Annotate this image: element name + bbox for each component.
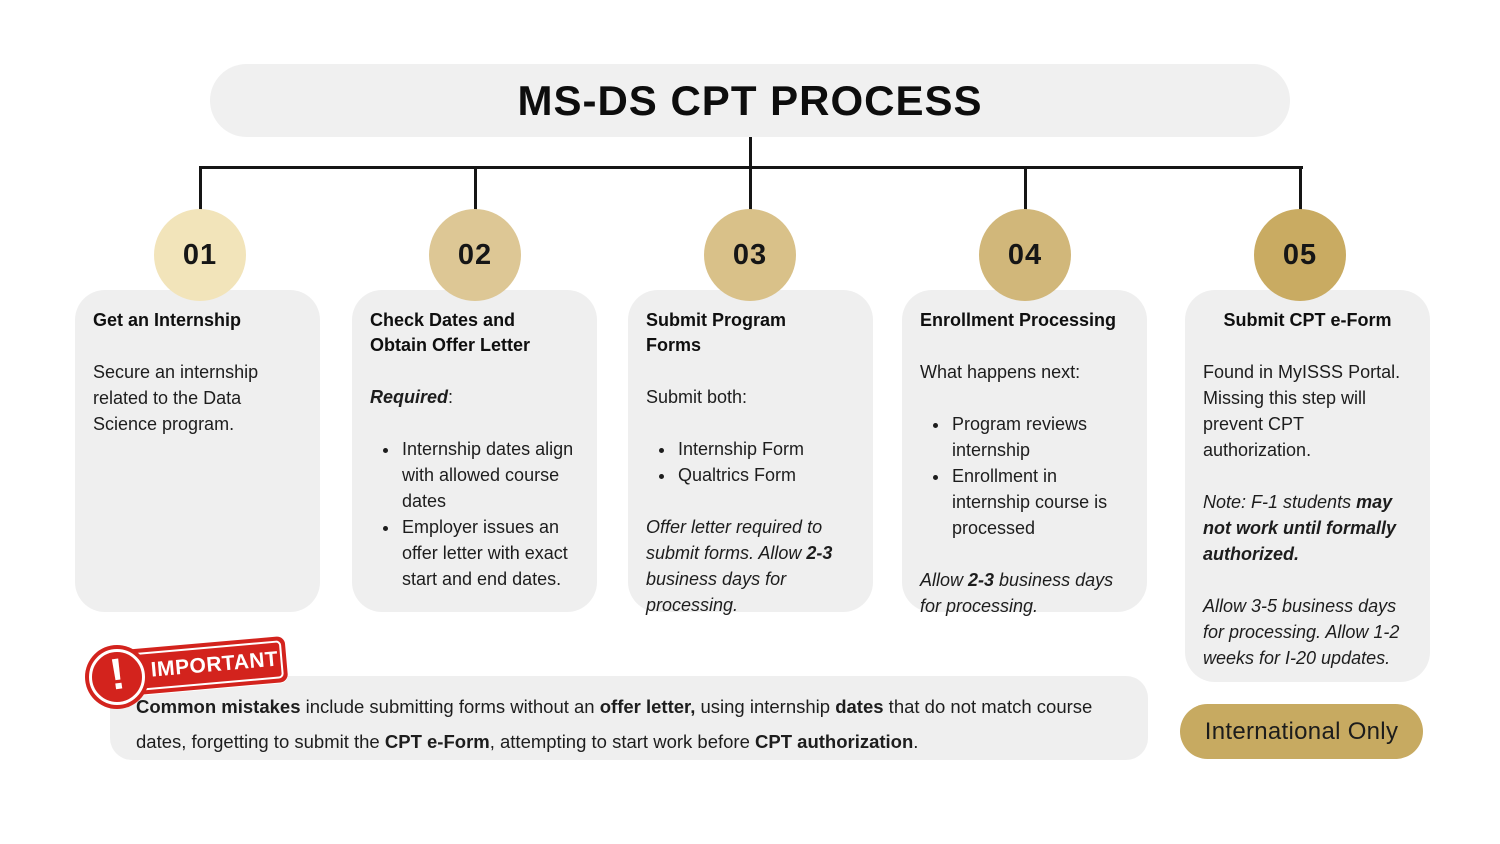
card-paragraph: [1203, 593, 1412, 671]
bullet-item: • Employer issues an offer letter with exact start and end dates.: [400, 514, 579, 592]
text-segment: CPT e-Form: [384, 731, 490, 752]
text-segment: Note: F-1 students: [1203, 492, 1357, 512]
text-segment: business days for processing.: [646, 569, 787, 615]
text-segment: .: [913, 731, 919, 752]
step-circle-05: [1254, 209, 1346, 301]
card-paragraph: [646, 384, 855, 410]
text-segment: 2-3: [968, 570, 995, 590]
card-bullet-list: [370, 436, 579, 592]
step-card-3: [628, 290, 873, 615]
text-segment: that do not match course dates, forgetting to submit the: [136, 696, 1093, 752]
step-circle-01: [154, 209, 246, 301]
bullet-item: • Enrollment in internship course is processed: [950, 463, 1129, 541]
text-segment: business days for processing.: [920, 570, 1114, 616]
exclamation-icon: !: [106, 648, 128, 700]
bullet-item: • Internship Form: [676, 436, 855, 462]
step-circle-02: [429, 209, 521, 301]
card-paragraph: [920, 567, 1129, 619]
connector-stub: [749, 137, 752, 168]
card-paragraph: [920, 359, 1129, 385]
card-title: Submit Program Forms: [646, 310, 787, 355]
step-number: 02: [457, 238, 493, 271]
step-card-2: [352, 290, 597, 612]
text-segment: using internship: [695, 696, 836, 717]
card-title: Submit CPT e-Form: [1223, 310, 1392, 330]
step-number: 04: [1007, 238, 1043, 271]
card-paragraph: [370, 384, 579, 410]
connector-drop-2: [474, 169, 477, 212]
card-bullet-list: [646, 436, 855, 488]
text-segment: Allow: [920, 570, 969, 590]
text-segment: Secure an internship related to the Data Science program.: [93, 362, 259, 434]
page-title: MS-DS CPT PROCESS: [517, 76, 983, 124]
text-segment: CPT authorization: [755, 731, 914, 752]
text-segment: Offer letter required to submit forms. Allow: [646, 517, 823, 563]
card-bullet-list: [920, 411, 1129, 541]
text-segment: Submit both:: [646, 387, 748, 407]
text-segment: Allow 3-5 business days for processing. Allow 1-2 weeks for I-20 updates.: [1203, 596, 1400, 668]
text-segment: Common mistakes: [136, 696, 301, 717]
step-card-5: [1185, 290, 1430, 682]
connector-drop-3: [749, 169, 752, 212]
text-segment: Required: [370, 387, 449, 407]
important-badge: [85, 641, 300, 715]
text-segment: , attempting to start work before: [489, 731, 756, 752]
step-circle-04: [979, 209, 1071, 301]
alert-icon: [85, 645, 149, 709]
text-segment: 2-3: [806, 543, 833, 563]
important-label: IMPORTANT: [149, 647, 280, 682]
card-paragraph: [1203, 489, 1412, 567]
card-title: Enrollment Processing: [920, 310, 1117, 330]
step-number: 03: [732, 238, 768, 271]
international-only-label: International Only: [1204, 717, 1399, 745]
step-card-4: [902, 290, 1147, 616]
title-banner: [210, 64, 1290, 137]
card-paragraph: [646, 514, 855, 618]
text-segment: offer letter,: [599, 696, 696, 717]
text-segment: dates: [835, 696, 884, 717]
step-number: 05: [1282, 238, 1318, 271]
step-circle-03: [704, 209, 796, 301]
connector-drop-5: [1299, 169, 1302, 212]
card-title: Get an Internship: [93, 310, 242, 330]
card-paragraph: [1203, 359, 1412, 463]
international-only-badge: [1180, 704, 1423, 759]
card-title: Check Dates and Obtain Offer Letter: [370, 310, 531, 355]
bullet-item: • Program reviews internship: [950, 411, 1129, 463]
connector-drop-1: [199, 169, 202, 212]
text-segment: Found in MyISSS Portal. Missing this step will prevent CPT authorization.: [1203, 362, 1401, 460]
text-segment: may not work until formally authorized.: [1203, 492, 1397, 564]
step-number: 01: [182, 238, 218, 271]
text-segment: :: [448, 387, 454, 407]
bullet-item: • Internship dates align with allowed course dates: [400, 436, 579, 514]
connector-drop-4: [1024, 169, 1027, 212]
bullet-item: • Qualtrics Form: [676, 462, 855, 488]
text-segment: include submitting forms without an: [300, 696, 600, 717]
card-paragraph: [93, 359, 302, 437]
step-card-1: [75, 290, 320, 612]
text-segment: What happens next:: [920, 362, 1081, 382]
